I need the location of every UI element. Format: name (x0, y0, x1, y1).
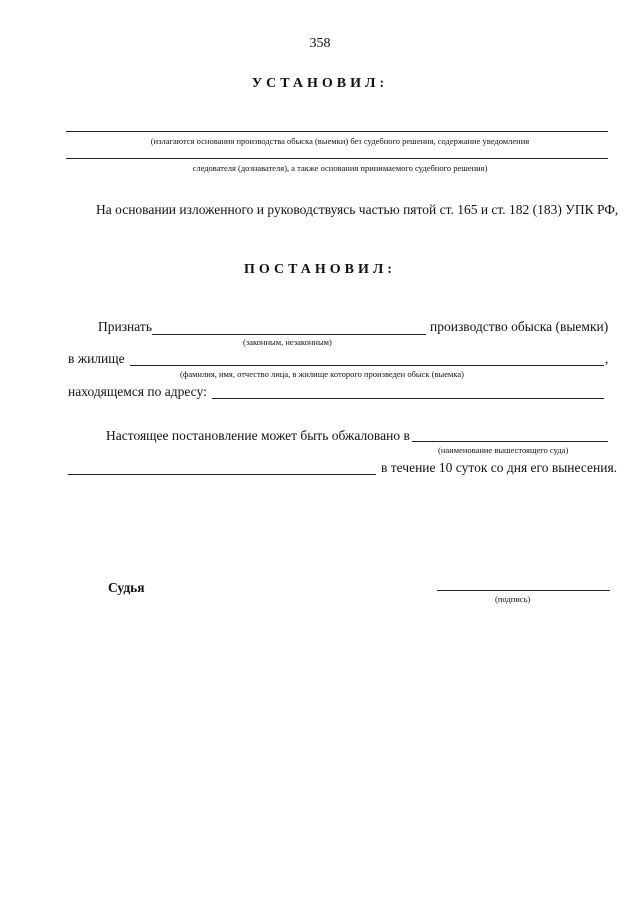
grounds-line-1 (66, 131, 608, 132)
recognize-field-line (152, 334, 426, 335)
court-field-line-2 (68, 474, 376, 475)
signature-hint: (подпись) (495, 594, 531, 604)
court-field-line (412, 441, 608, 442)
recognize-tail: производство обыска (выемки) (430, 319, 609, 334)
grounds-line-2 (66, 158, 608, 159)
dwelling-hint: (фамилия, имя, отчество лица, в жилище которого произведен обыск (выемка) (180, 369, 464, 379)
established-heading: УСТАНОВИЛ: (251, 76, 389, 91)
address-field-line (212, 398, 604, 399)
appeal-tail: в течение 10 суток со дня его вынесения. (381, 460, 618, 475)
court-hint: (наименование вышестоящего суда) (438, 445, 569, 455)
signature-line (437, 590, 610, 591)
address-label: находящемся по адресу: (68, 384, 207, 399)
page-number: 358 (309, 36, 331, 51)
decided-heading: ПОСТАНОВИЛ: (244, 262, 396, 277)
recognize-hint: (законным, незаконным) (243, 337, 332, 347)
basis-text: На основании изложенного и руководствуясь частью пятой ст. 165 и ст. 182 (183) УПК РФ, (96, 202, 619, 217)
appeal-text: Настоящее постановление может быть обжаловано в (106, 428, 410, 443)
recognize-label: Признать (98, 319, 152, 334)
judge-label: Судья (108, 580, 145, 595)
grounds-hint-2: следователя (дознавателя), а также основания принимаемого судебного решения) (192, 163, 488, 173)
dwelling-label: в жилище (68, 351, 125, 366)
grounds-hint-1: (излагаются основания производства обыска (выемки) без судебного решения, содержание уведомления (150, 136, 530, 146)
dwelling-comma: , (605, 351, 609, 366)
dwelling-field-line (130, 365, 604, 366)
